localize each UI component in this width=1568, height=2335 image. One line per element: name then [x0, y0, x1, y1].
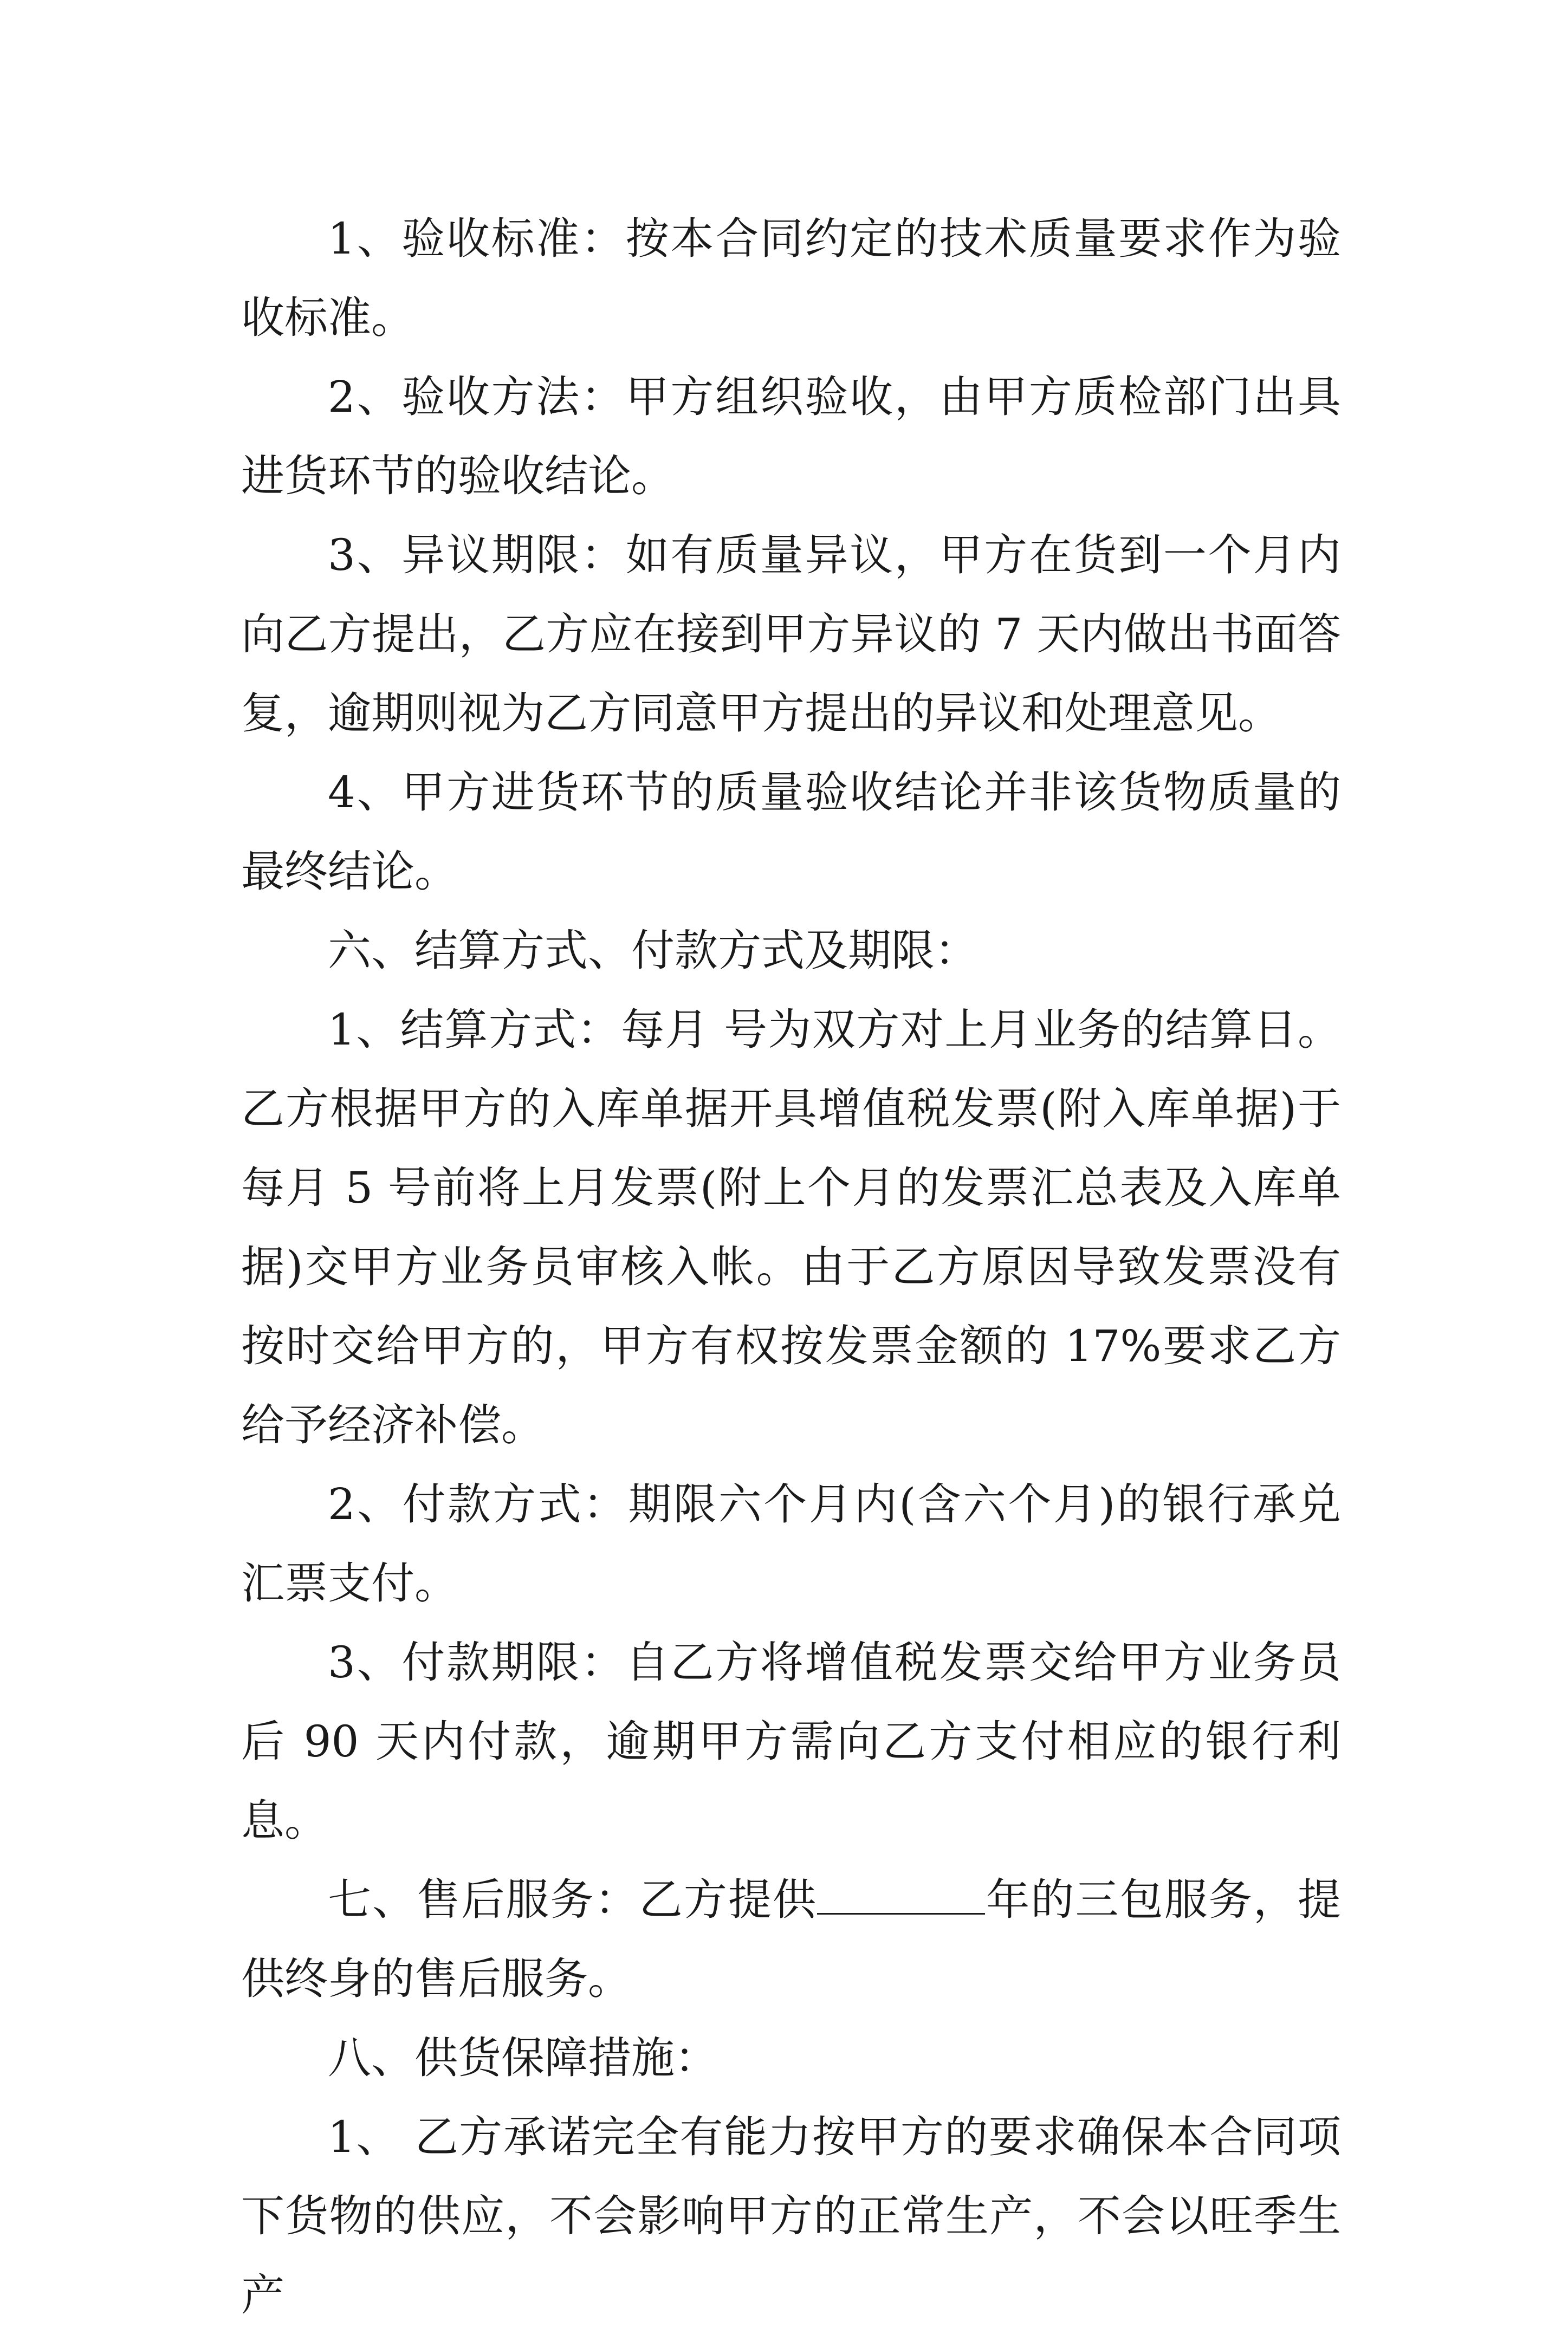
clause-payment-method: 2、付款方式：期限六个月内(含六个月)的银行承兑汇票支付。 [241, 1479, 1341, 1608]
clause-payment-term: 3、付款期限：自乙方将增值税发票交给甲方业务员后 90 天内付款，逾期甲方需向乙方支付相应的银行利息。 [241, 1637, 1341, 1846]
document-body [241, 199, 1341, 2335]
clause-acceptance-standard: 1、验收标准：按本合同约定的技术质量要求作为验收标准。 [241, 213, 1341, 343]
section-heading-supply-guarantee: 八、供货保障措施： [328, 2033, 718, 2083]
after-sales-text-after: 年的三包服务，提供终身的售后服务。 [241, 1875, 1342, 2004]
clause-acceptance-method: 2、验收方法：甲方组织验收，由甲方质检部门出具进货环节的验收结论。 [241, 372, 1341, 501]
after-sales-text-before: 七、售后服务：乙方提供 [328, 1875, 818, 1925]
section-after-sales [241, 1860, 1341, 2019]
clause-settlement-method: 1、结算方式：每月 号为双方对上月业务的结算日。乙方根据甲方的入库单据开具增值税发票(附入库单据)于每月 5 号前将上月发票(附上个月的发票汇总表及入库单据)交甲方业务员审核入帐。由于乙方原因导致发票没有按时交给甲方的，甲方有权按发票金额的 17%要求乙方给予经济补偿。 [241, 1004, 1341, 1450]
clause-objection-period: 3、异议期限：如有质量异议，甲方在货到一个月内向乙方提出，乙方应在接到甲方异议的 7 天内做出书面答复，逾期则视为乙方同意甲方提出的异议和处理意见。 [241, 530, 1341, 738]
clause-supply-commitment: 1、 乙方承诺完全有能力按甲方的要求确保本合同项下货物的供应，不会影响甲方的正常生产，不会以旺季生产 [241, 2112, 1341, 2320]
blank-underline [817, 1877, 985, 1915]
section-heading-settlement: 六、结算方式、付款方式及期限： [328, 925, 978, 976]
clause-inspection-conclusion: 4、甲方进货环节的质量验收结论并非该货物质量的最终结论。 [241, 767, 1341, 897]
